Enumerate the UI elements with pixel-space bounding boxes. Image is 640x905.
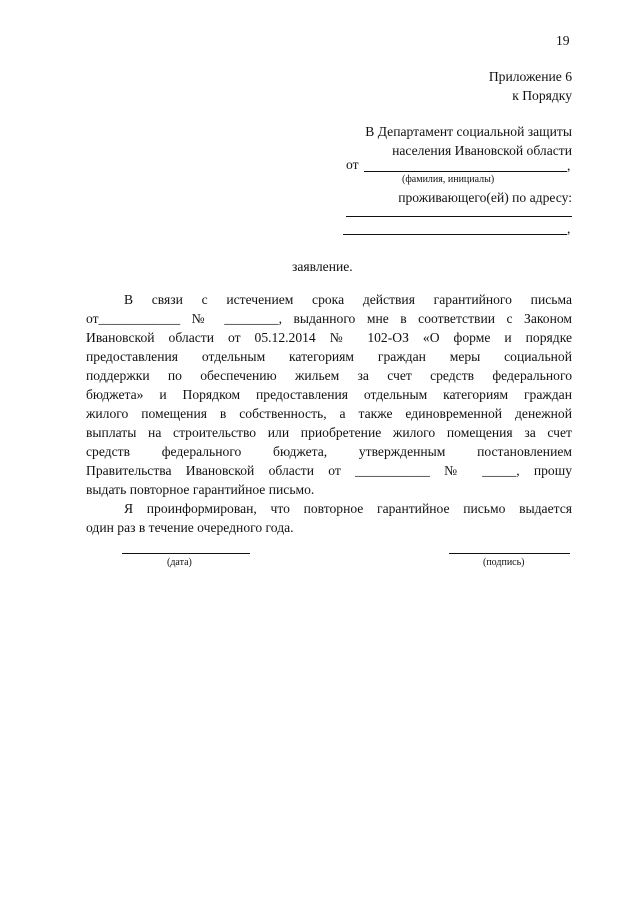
date-line xyxy=(122,553,250,554)
document-title: заявление. xyxy=(292,259,353,274)
paragraph-1-line: жилого помещения в собственность, а также единовременной денежной xyxy=(86,406,572,421)
paragraph-1-line: Правительства Ивановской области от ___________ № _____, прошу xyxy=(86,463,572,478)
signature-line xyxy=(449,553,570,554)
from-prefix: от xyxy=(346,157,359,172)
from-caption: (фамилия, инициалы) xyxy=(402,174,495,185)
appendix-line-2: к Порядку xyxy=(512,88,572,103)
address-label: проживающего(ей) по адресу: xyxy=(398,190,572,205)
appendix-line-1: Приложение 6 xyxy=(488,69,572,84)
paragraph-2-line: один раз в течение очередного года. xyxy=(86,520,294,535)
paragraph-1-line: бюджета» и Порядком предоставления отдельным категориям граждан xyxy=(86,387,572,402)
paragraph-1-line: Ивановской области от 05.12.2014 № 102-ОЗ «О форме и порядке xyxy=(86,330,572,345)
date-caption: (дата) xyxy=(167,557,192,568)
paragraph-1-line: выплаты на строительство или приобретение жилого помещения за счет xyxy=(86,425,572,440)
address-line-comma: , xyxy=(567,221,571,236)
addressee-line-2: населения Ивановской области xyxy=(392,143,572,158)
page-number: 19 xyxy=(556,33,570,48)
paragraph-1-line: средств федерального бюджета, утвержденным постановлением xyxy=(86,444,572,459)
paragraph-2-line: Я проинформирован, что повторное гарантийное письмо выдается xyxy=(124,501,572,516)
from-line-comma: , xyxy=(567,158,571,173)
paragraph-1-line: выдать повторное гарантийное письмо. xyxy=(86,482,315,497)
paragraph-1-line: от____________ № ________, выданного мне в соответствии с Законом xyxy=(86,311,572,326)
address-line-1 xyxy=(346,216,572,217)
addressee-line-1: В Департамент социальной защиты xyxy=(365,124,572,139)
signature-caption: (подпись) xyxy=(483,557,525,568)
from-name-line xyxy=(364,171,567,172)
paragraph-1-line: В связи с истечением срока действия гарантийного письма xyxy=(124,292,572,307)
paragraph-1-line: предоставления отдельным категориям граждан меры социальной xyxy=(86,349,572,364)
paragraph-1-line: поддержки по обеспечению жильем за счет средств федерального xyxy=(86,368,572,383)
address-line-2 xyxy=(343,234,567,235)
